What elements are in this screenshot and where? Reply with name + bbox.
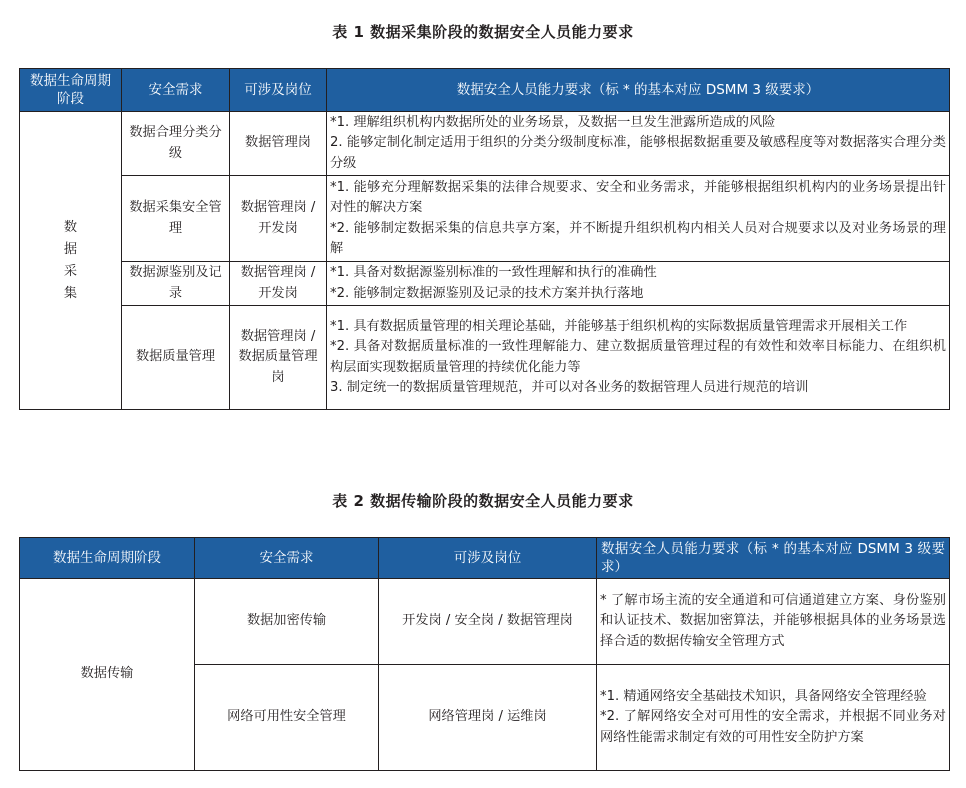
table1-header-need: 安全需求 [122,69,230,112]
table2-header-row [20,538,950,579]
table1-header-row [20,69,950,112]
table1-caption: 表 1 数据采集阶段的数据安全人员能力要求 [332,23,634,41]
req-cell [327,262,950,306]
table1-header-post: 可涉及岗位 [230,69,327,112]
need-cell: 网络可用性安全管理 [195,665,379,771]
table-row [20,112,950,176]
table1-header-stage: 数据生命周期阶段 [20,69,122,112]
stage-char: 集 [63,285,78,301]
table2-header-need: 安全需求 [195,538,379,579]
stage-char: 采 [63,263,78,279]
req-item: *1. 具备对数据源鉴别标准的一致性理解和执行的准确性 [330,265,657,280]
table-row [20,579,950,665]
req-cell [597,665,950,771]
req-cell [327,306,950,410]
req-item: *2. 具备对数据质量标准的一致性理解能力、建立数据质量管理过程的有效性和效率目标能力、在组织机构层面实现数据质量管理的持续优化能力等 [330,339,946,375]
post-cell: 数据管理岗 [230,112,327,176]
req-item: 2. 能够定制化制定适用于组织的分类分级制度标准，能够根据数据重要及敏感程度等对数据落实合理分类分级 [330,135,946,171]
need-cell: 数据加密传输 [195,579,379,665]
need-cell: 数据质量管理 [122,306,230,410]
req-cell [327,112,950,176]
req-item: 3. 制定统一的数据质量管理规范，并可以对各业务的数据管理人员进行规范的培训 [330,380,809,395]
req-item: *1. 理解组织机构内数据所处的业务场景，及数据一旦发生泄露所造成的风险 [330,114,776,130]
table-row [20,262,950,306]
post-cell: 开发岗 / 安全岗 / 数据管理岗 [379,579,597,665]
req-cell [327,176,950,262]
need-cell: 数据合理分类分级 [122,112,230,176]
post-cell: 数据管理岗 / 开发岗 [230,262,327,306]
req-item: * 了解市场主流的安全通道和可信通道建立方案、身份鉴别和认证技术、数据加密算法，并能够根据具体的业务场景选择合适的数据传输安全管理方式 [600,592,946,649]
stage-char: 据 [63,241,78,257]
table-row [20,306,950,410]
table1 [19,68,950,410]
req-cell [597,579,950,665]
need-cell: 数据源鉴别及记录 [122,262,230,306]
req-item: *1. 能够充分理解数据采集的法律合规要求、安全和业务需求，并能够根据组织机构内的业务场景提出针对性的解决方案 [330,179,946,215]
req-item: *2. 能够制定数据源鉴别及记录的技术方案并执行落地 [330,285,644,301]
post-cell: 数据管理岗 / 开发岗 [230,176,327,262]
stage-char: 数 [63,219,78,235]
table1-stage-cell [20,112,122,410]
need-cell: 数据采集安全管理 [122,176,230,262]
post-cell: 网络管理岗 / 运维岗 [379,665,597,771]
req-item: *1. 精通网络安全基础技术知识，具备网络安全管理经验 [600,688,927,704]
req-item: *2. 能够制定数据采集的信息共享方案，并不断提升组织机构内相关人员对合规要求以及对业务场景的理解 [330,220,946,256]
post-cell: 数据管理岗 / 数据质量管理岗 [230,306,327,410]
table2-header-stage: 数据生命周期阶段 [20,538,195,579]
table1-header-req: 数据安全人员能力要求（标 * 的基本对应 DSMM 3 级要求） [327,69,950,112]
req-item: *2. 了解网络安全对可用性的安全需求，并根据不同业务对网络性能需求制定有效的可用性安全防护方案 [600,709,946,745]
table2-stage-cell: 数据传输 [20,579,195,771]
table2 [19,537,950,771]
req-item: *1. 具有数据质量管理的相关理论基础，并能够基于组织机构的实际数据质量管理需求开展相关工作 [330,318,908,334]
table-row [20,176,950,262]
table2-caption: 表 2 数据传输阶段的数据安全人员能力要求 [332,492,634,510]
table2-header-req: 数据安全人员能力要求（标 * 的基本对应 DSMM 3 级要求） [597,538,950,579]
table2-header-post: 可涉及岗位 [379,538,597,579]
